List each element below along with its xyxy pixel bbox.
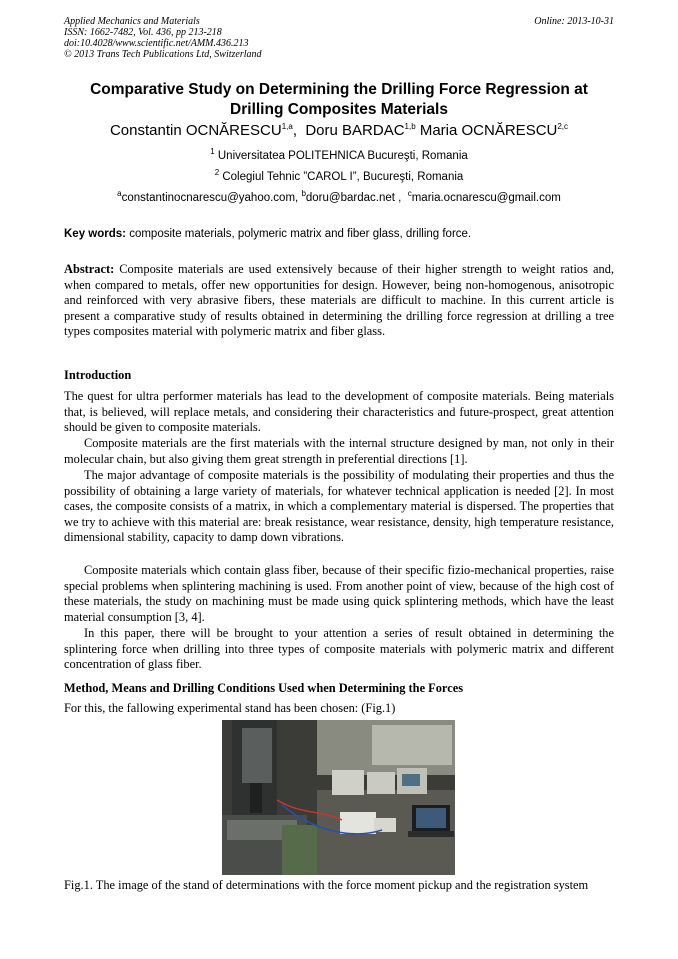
email-link[interactable]: constantinocnarescu@yahoo.com, [121, 192, 302, 204]
intro-paragraph-3: The major advantage of composite materials is the possibility of modulating their properties and thus the possibility of obtaining a large variety of materials, for whatever technical application is needed [2]. In most cases, the composite consists of a matrix, in which a complementary material is dispersed. The properties that we try to achieve with this material are: break resistance, wear resistance, density, high temperature resistance, dimensional stability, capacity to damp down vibrations. [64, 468, 614, 545]
keywords-text: composite materials, polymeric matrix and fiber glass, drilling force. [126, 228, 472, 240]
author-name: Constantin OCNĂRESCU [109, 122, 282, 139]
affiliation-number: 1 [210, 147, 215, 157]
intro-paragraph-2: Composite materials are the first materials with the internal structure designed by man, not only in their molecular chain, but also giving them great strength in preferential directions [1]. [64, 436, 614, 466]
affiliation-text: Colegiul Tehnic ”CAROL I”, Bucureşti, Romania [219, 171, 464, 183]
affiliation-text: Universitatea POLITEHNICA Bucureşti, Romania [214, 150, 468, 162]
abstract-text: Composite materials are used extensively because of their higher strength to weight ratios and, when compared to metals, offer new opportunities for design. However, being non-homogenous, anisotropic and reinforced with very abrasive fibers, these materials are difficult to machine. In this current article is present a comparative study of results obtained in determining the drilling force regression at drilling a tree types composites material with polymeric matrix and fiber glass. [64, 262, 614, 339]
intro-paragraph-4: Composite materials which contain glass fiber, because of their specific fizio-mechanical properties, raise special problems when splintering machining is used. From another point of view, because of the high cost of these materials, the study on machining must be made using quick splintering methods, which have the least material consumption [3, 4]. [64, 563, 614, 624]
author-affiliation-marker: 2,c [557, 122, 569, 131]
author-list [64, 122, 614, 139]
keywords-label: Key words: [64, 228, 126, 240]
figure-caption: Fig.1. The image of the stand of determinations with the force moment pickup and the registration system [64, 878, 589, 892]
affiliation-1 [64, 147, 614, 162]
keywords [64, 228, 614, 240]
email-link[interactable]: maria.ocnarescu@gmail.com [411, 192, 561, 204]
email-marker: a [117, 189, 122, 199]
affiliation-number: 2 [214, 168, 220, 178]
author-separator: , [292, 122, 306, 139]
email-marker: c [407, 189, 412, 199]
journal-header [64, 16, 262, 60]
journal-name: Applied Mechanics and Materials [64, 16, 200, 27]
method-paragraph-1: For this, the fallowing experimental stand has been chosen: (Fig.1) [64, 701, 396, 715]
abstract [64, 262, 614, 340]
section-heading-introduction: Introduction [64, 368, 132, 382]
author-affiliation-marker: 1,a [281, 122, 293, 131]
author-name: Doru BARDAC [305, 122, 405, 139]
journal-copyright: © 2013 Trans Tech Publications Ltd, Switzerland [64, 49, 262, 60]
email-link[interactable]: doru@bardac.net , [305, 192, 408, 204]
online-date: Online: 2013-10-31 [534, 16, 614, 27]
journal-issn: ISSN: 1662-7482, Vol. 436, pp 213-218 [64, 27, 222, 38]
email-marker: b [301, 189, 306, 199]
photo-illustration [222, 720, 455, 875]
paper-title: Comparative Study on Determining the Drilling Force Regression at Drilling Composites Materials [90, 81, 588, 118]
intro-paragraph-5: In this paper, there will be brought to your attention a series of result obtained in determining the splintering force when drilling into three types of composite materials with polymeric matrix and different concentration of glass fiber. [64, 626, 614, 672]
intro-paragraph-1: The quest for ultra performer materials has lead to the development of composite materials. Being materials that, is believed, will replace metals, and considering their characteristics and future-prospect, great attention should be given to composite materials. [64, 389, 614, 435]
author-affiliation-marker: 1,b [404, 122, 416, 131]
experimental-stand-photo [222, 720, 455, 875]
section-heading-method: Method, Means and Drilling Conditions Used when Determining the Forces [64, 681, 464, 695]
author-emails [64, 189, 614, 204]
author-name: Maria OCNĂRESCU [415, 122, 558, 139]
abstract-label: Abstract: [64, 262, 115, 276]
journal-doi: doi:10.4028/www.scientific.net/AMM.436.213 [64, 38, 249, 49]
affiliation-2 [64, 168, 614, 183]
